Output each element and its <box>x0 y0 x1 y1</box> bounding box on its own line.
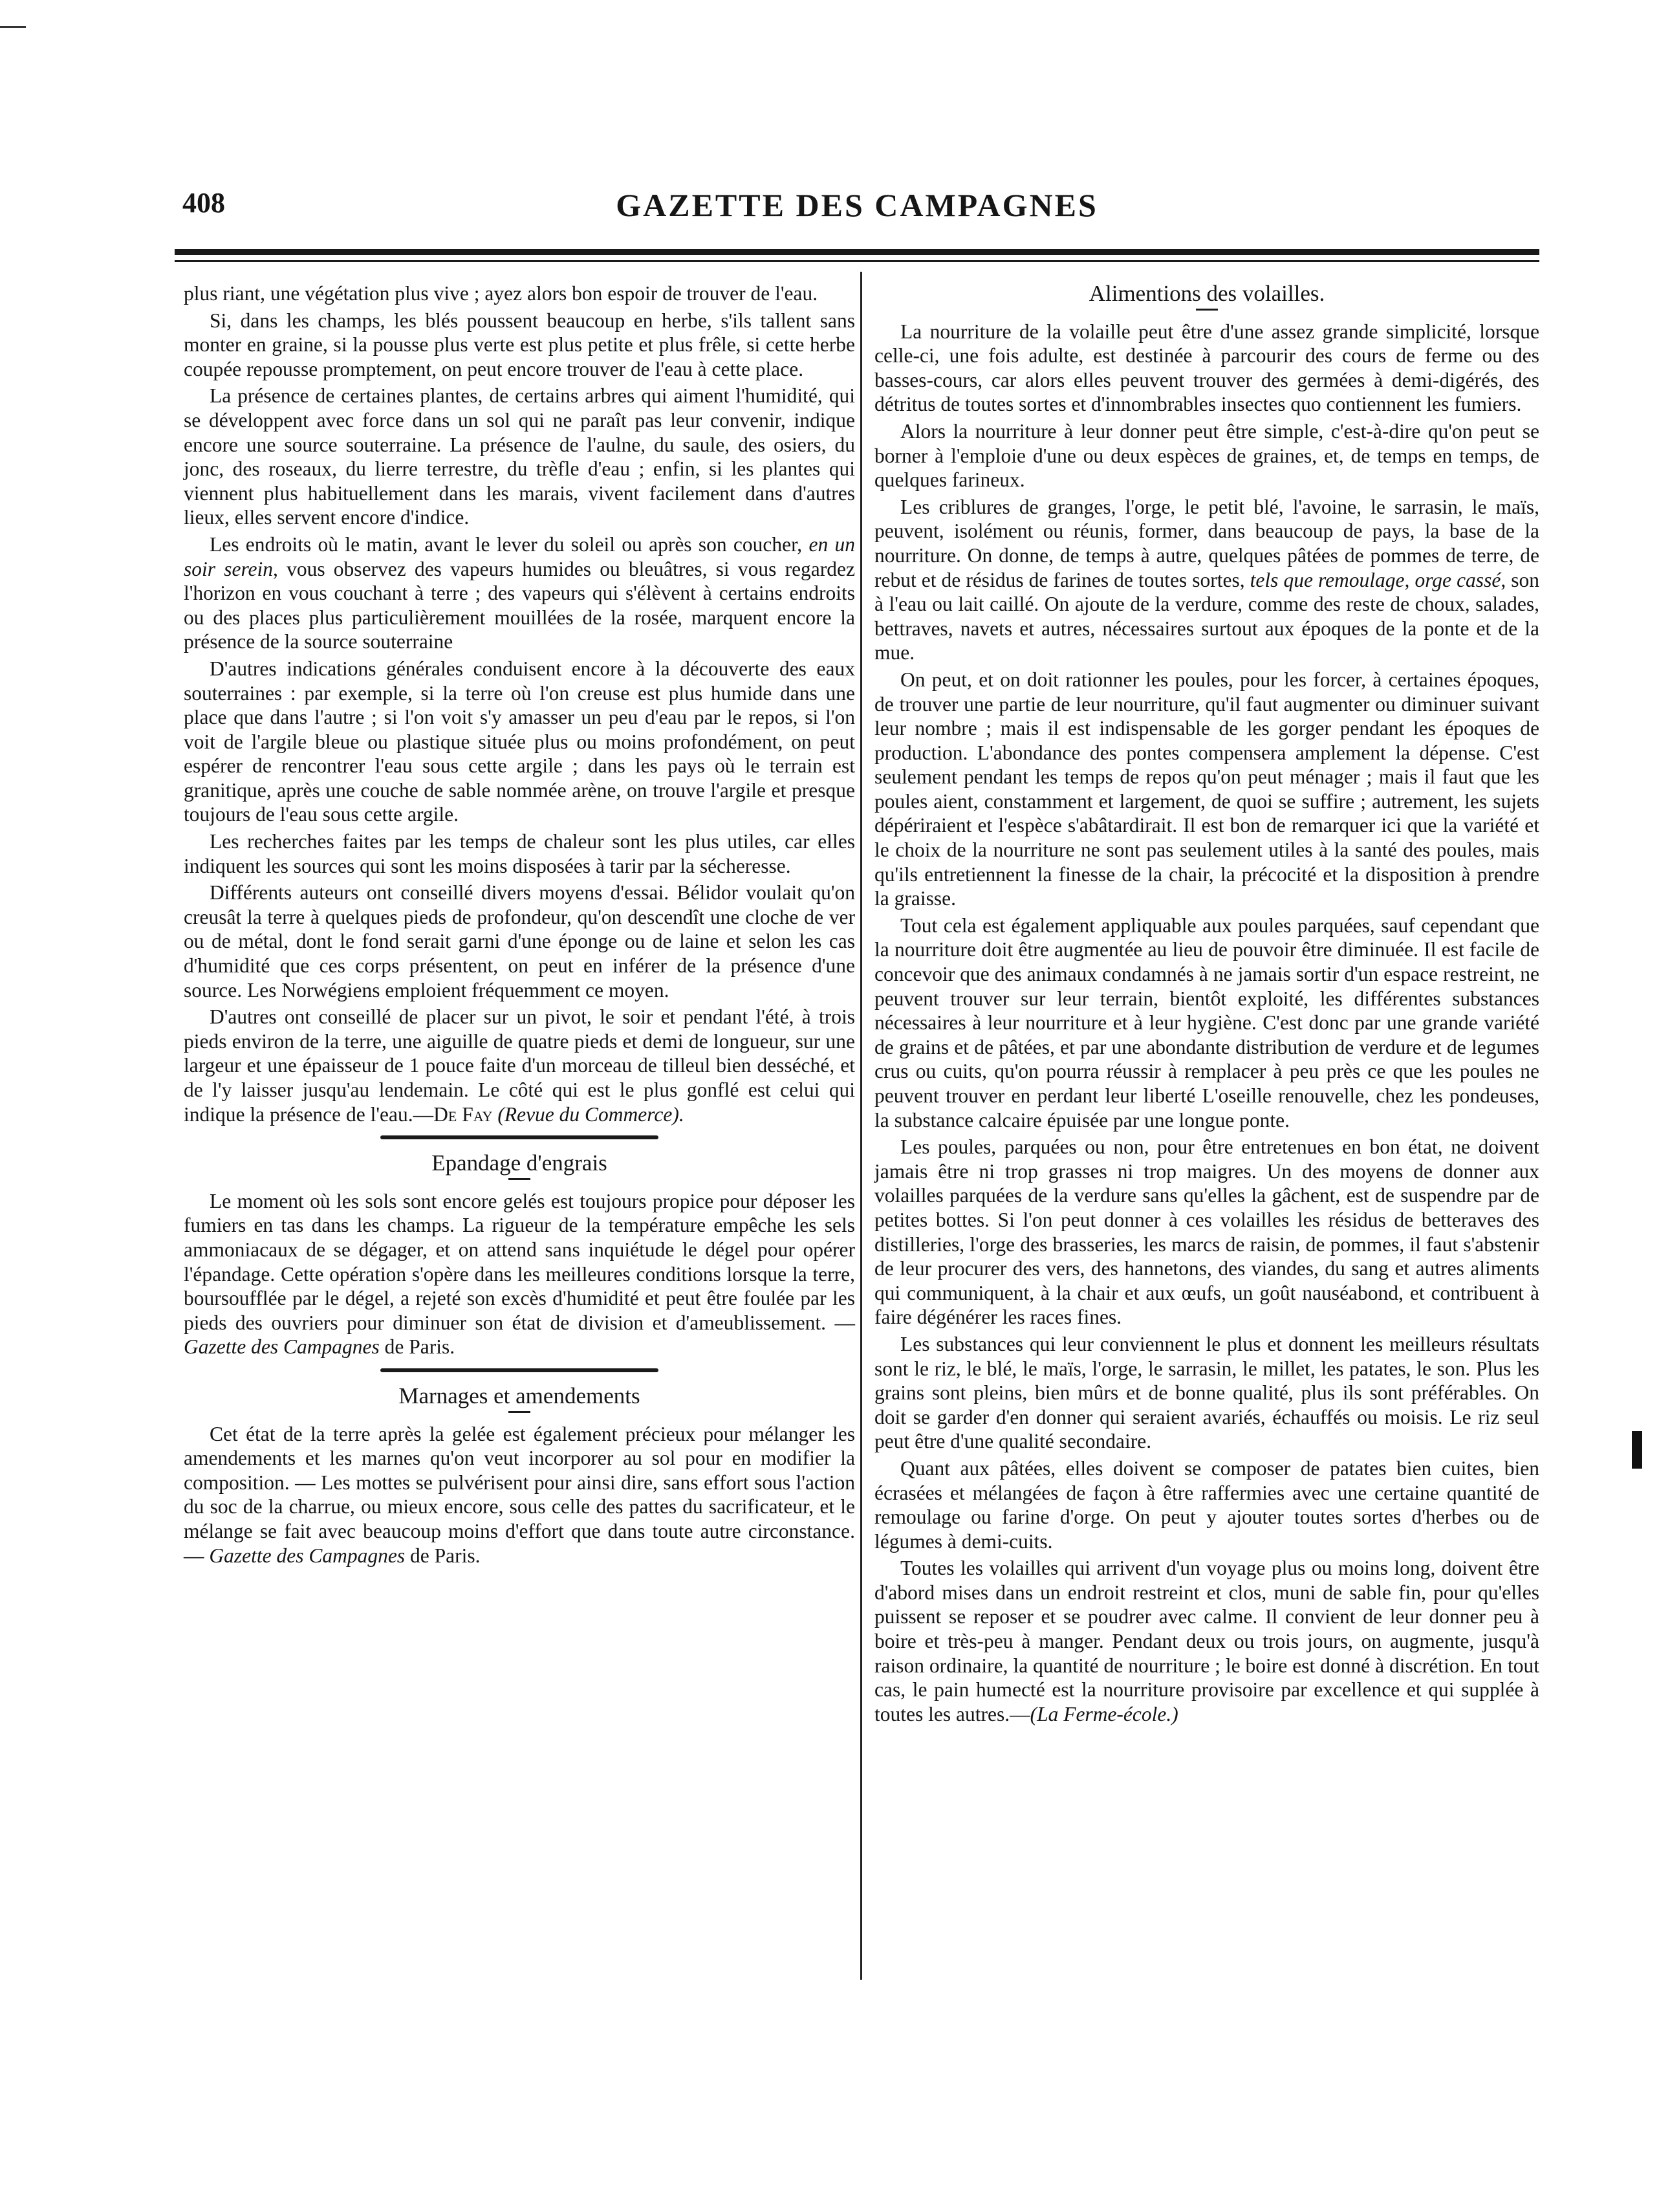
text-run: de Paris. <box>379 1335 455 1359</box>
source-citation: Gazette des Campagnes <box>209 1544 406 1567</box>
section-title-marnages: Marnages et amendements <box>398 1383 640 1408</box>
section-title-alimentation: Alimentions des volailles. <box>1089 281 1325 306</box>
paragraph: Différents auteurs ont conseillé divers moyens d'essai. Bélidor voulait qu'on creusât la terre à quelques pieds de profondeur, qu'on descendît une cloche de ver ou de métal, dont le fond serait garni d'une éponge ou de laine et selon les cas d'humidité que ces corps présentent, on peut en inférer de la présence d'une source. Les Norwégiens emploient fréquemment ce moyen. <box>184 881 855 1002</box>
section-rule <box>380 1135 658 1139</box>
paragraph <box>184 1422 855 1568</box>
page-header <box>175 173 1539 257</box>
paragraph <box>184 1005 855 1126</box>
text-run: , vous observez des vapeurs humides ou bleuâtres, si vous regardez l'horizon en vous couchant à terre ; des vapeurs qui s'élèvent à certains endroits ou des places plus particulièrement mouillées de la rosée, marquent encore la présence de la source souterraine <box>184 557 855 653</box>
text-run: Toutes les volailles qui arrivent d'un voyage plus ou moins long, doivent être d'abord mises dans un endroit restreint et clos, muni de sable fin, pour qu'elles puissent se reposer et se poudrer avec calme. Il convient de leur donner peu à boire et très-peu à manger. Pendant deux ou trois jours, on augmente, jusqu'à raison ordinaire, la quantité de nourriture ; le boire est donné à discrétion. En tout cas, le pain humecté est la nourriture provisoire par excellence et qui supplée à toutes les autres.— <box>874 1557 1539 1725</box>
left-column <box>184 281 855 1570</box>
paragraph: plus riant, une végétation plus vive ; ayez alors bon espoir de trouver de l'eau. <box>184 282 818 305</box>
title-dash <box>1196 309 1218 311</box>
paragraph <box>874 495 1539 665</box>
paragraph: Les recherches faites par les temps de chaleur sont les plus utiles, car elles indiquent les sources qui sont les moins disposées à tarir par la sécheresse. <box>184 830 855 877</box>
title-dash <box>508 1411 530 1413</box>
italic-run: tels que remoulage, orge cassé <box>1250 568 1501 591</box>
section-rule <box>380 1368 658 1372</box>
paragraph <box>184 532 855 654</box>
section-title-epandage: Epandage d'engrais <box>431 1150 607 1176</box>
text-run: Cet état de la terre après la gelée est également précieux pour mélanger les amendements et les marnes qu'on veut incorporer au sol pour en modifier la composition. — Les mottes se pulvérisent pour ainsi dire, sans effort sous l'action du soc de la charrue, ou mieux encore, sous celle des pattes du sacrificateur, et le mélange se fait avec beaucoup moins d'effort que dans toute autre circonstance. — <box>184 1422 855 1567</box>
paragraph: Quant aux pâtées, elles doivent se composer de patates bien cuites, bien écrasées et mélangées de façon à être raffermies avec une certaine quantité de remoulage ou farine d'orge. On peut y ajouter toutes sortes d'herbes ou de légumes à demi-cuits. <box>874 1456 1539 1553</box>
title-dash <box>508 1178 530 1180</box>
scan-mark <box>1632 1431 1642 1469</box>
italic-run: en un soir serein <box>184 532 855 580</box>
page-number: 408 <box>182 187 225 219</box>
text-run: , son à l'eau ou lait caillé. On ajoute de la verdure, comme des reste de choux, salades, bettraves, navets et autres, nécessaires surtout aux époques de la ponte et de la mue. <box>874 568 1539 664</box>
source-citation: Gazette des Campagnes <box>184 1335 380 1359</box>
paragraph: Alors la nourriture à leur donner peut être simple, c'est-à-dire qu'on peut se borner à l'emploie d'une ou deux espèces de graines, et, de temps en temps, de quelques farineux. <box>874 419 1539 492</box>
paragraph: Les substances qui leur conviennent le plus et donnent les meilleurs résultats sont le riz, le blé, le maïs, l'orge, le sarrasin, le millet, les patates, le son. Plus les grains sont pleins, bien mûrs et de bonne qualité, plus ils sont préférables. On doit se garder d'en donner qui seraient avariés, échauffés ou moisis. Le riz seul peut être d'une qualité secondaire. <box>874 1332 1539 1453</box>
scan-mark <box>0 26 26 28</box>
header-rule-thin <box>175 260 1539 262</box>
source-citation: (Revue du Commerce). <box>492 1102 684 1126</box>
text-run: de Paris. <box>405 1544 481 1567</box>
header-rule-thick <box>175 249 1539 255</box>
paragraph: Si, dans les champs, les blés poussent beaucoup en herbe, s'ils tallent sans monter en graine, si la pousse plus verte est plus petite et plus frêle, si cette herbe coupée repousse promptement, on peut encore trouver de l'eau à cette place. <box>184 309 855 380</box>
paragraph: La présence de certaines plantes, de certains arbres qui aiment l'humidité, qui se développent avec force dans un sol qui ne paraît pas leur convenir, indique encore une source souterraine. La présence de l'aulne, du saule, des osiers, du jonc, des roseaux, du lierre terrestre, du trèfle d'eau ; enfin, si les plantes qui viennent plus habituellement dans les marais, vivent facilement dans d'autres lieux, elles servent encore d'indice. <box>184 384 855 529</box>
text-run: Le moment où les sols sont encore gelés est toujours propice pour déposer les fumiers en tas dans les champs. La rigueur de la température empêche les sels ammoniacaux de se dégager, et on attend sans inquiétude le dégel pour opérer l'épandage. Cette opération s'opère dans les meilleures conditions lorsque la terre, boursoufflée par le dégel, a rejeté son excès d'humidité et peut être foulée par les pieds des ouvriers pour diminuer son état de division et d'ameublissement. — <box>184 1189 855 1334</box>
masthead-title: GAZETTE DES CAMPAGNES <box>616 187 1098 223</box>
paragraph <box>874 1556 1539 1726</box>
text-run: Les criblures de granges, l'orge, le petit blé, l'avoine, le sarrasin, le maïs, peuvent, isolément ou réunis, former, dans beaucoup de pays, la base de la nourriture. On donne, de temps à autre, quelques pâtées de pommes de terre, de rebut et de résidus de farines de toutes sortes, <box>874 495 1539 591</box>
source-citation: (La Ferme-école.) <box>1030 1702 1178 1725</box>
paragraph: La nourriture de la volaille peut être d'une assez grande simplicité, lorsque celle-ci, une fois adulte, est destinée à parcourir des cours de ferme ou des basses-cours, car alors elles peuvent trouver des germées à demi-digérés, des détritus de toutes sortes et d'innombrables insectes quo contiennent les fumiers. <box>874 320 1539 416</box>
paragraph: On peut, et on doit rationner les poules, pour les forcer, à certaines époques, de trouver une partie de leur nourriture, qu'il faut augmenter ou diminuer suivant leur nombre ; mais il est indispensable de les gorger pendant les époques de production. L'abondance des pontes compensera amplement la dépense. C'est seulement pendant les temps de repos qu'on peut ménager ; mais il faut que les poules aient, constamment et largement, de quoi se suffire ; autrement, les sujets dépériraient et l'espèce s'abâtardirait. Il est bon de remarquer ici que la variété et le choix de la nourriture ne sont pas seulement utiles à la santé des poules, mais qu'ils entretiennent la finesse de la chair, la précocité et la disposition à prendre la graisse. <box>874 668 1539 910</box>
right-column <box>874 281 1539 1729</box>
text-run: Les endroits où le matin, avant le lever du soleil ou après son coucher, <box>210 532 809 556</box>
text-run: D'autres ont conseillé de placer sur un pivot, le soir et pendant l'été, à trois pieds environ de la terre, une aiguille de quatre pieds et demi de longueur, sur une largeur et une épaisseur de 1 pouce faite d'un morceau de tilleul bien desséché, et de l'y laisser jusqu'au lendemain. Le côté qui est le plus gonflé est celui qui indique la présence de l'eau.— <box>184 1005 855 1126</box>
paragraph: Les poules, parquées ou non, pour être entretenues en bon état, ne doivent jamais être ni trop grasses ni trop maigres. Un des moyens de donner aux volailles parquées de la verdure sans qu'elles la gâchent, est de suspendre par de petites bottes. Si l'on peut donner à ces volailles les résidus de betteraves des distilleries, l'orge des brasseries, les marcs de raisin, de pommes, il faut s'abstenir de leur procurer des vers, des hannetons, des viandes, du sang et autres aliments qui communiquent, à la chair et aux œufs, un goût nauséabond, et contribuent à faire dégénérer les races fines. <box>874 1135 1539 1329</box>
paragraph: D'autres indications générales conduisent encore à la découverte des eaux souterraines : par exemple, si la terre où l'on creuse est plus humide dans une place que dans l'autre ; si l'on voit s'y amasser un peu d'eau par le repos, si l'on voit de l'argile bleue ou plastique située plus ou moins profondément, on peut espérer de rencontrer l'eau sous cette argile ; dans les pays où le terrain est granitique, après une couche de sable nommée arène, on trouve l'argile et presque toujours de l'eau sous cette argile. <box>184 657 855 826</box>
column-divider <box>860 272 862 1980</box>
author-name: De Fay <box>433 1102 493 1126</box>
paragraph <box>184 1189 855 1359</box>
paragraph: Tout cela est également appliquable aux poules parquées, sauf cependant que la nourriture doit être augmentée au lieu de pouvoir être diminuée. Il est facile de concevoir que des animaux condamnés à ne jamais sortir d'un espace restreint, ne peuvent trouver sur leur terrain, bientôt exploité, les différentes substances nécessaires à leur nourriture et à leur hygiène. C'est donc par une grande variété de grains et de pâtées, et par une abondante distribution de verdure et de legumes crus ou cuits, qu'on pourra réussir à remplacer à peu près ce que les poules ne peuvent trouver en perdant leur liberté L'oseille renouvelle, chez les pondeuses, la substance calcaire épuisée par une longue ponte. <box>874 914 1539 1132</box>
